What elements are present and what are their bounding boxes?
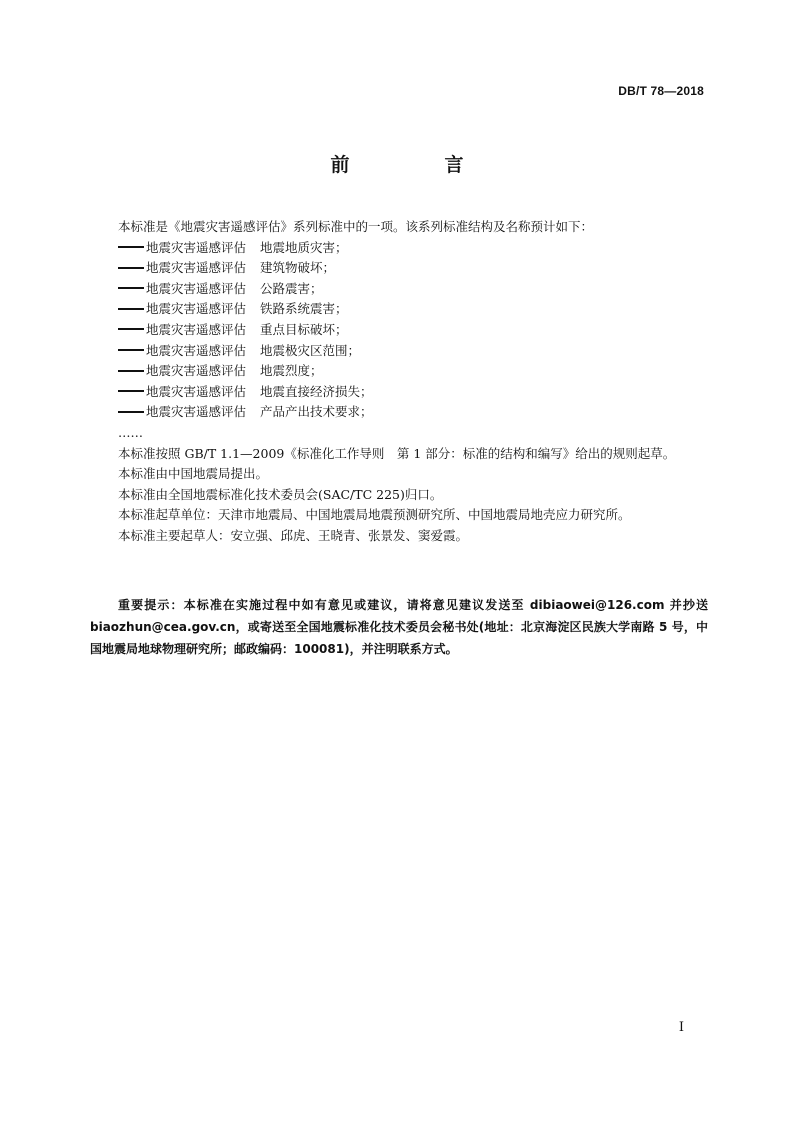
series-part: 公路震害； [260,280,323,296]
em-dash-mark [118,246,144,248]
important-notice: 重要提示：本标准在实施过程中如有意见或建议，请将意见建议发送至 dibiaowei@126.com 并抄送 biaozhun@cea.gov.cn，或寄送至全国地震标准化技术委员会秘书处(地址：北京海淀区民族大学南路 5 号，中国地震局地球物理研究所；邮政编码：100081)，并注明联系方式。 [90,598,708,656]
series-prefix: 地震灾害遥感评估 [146,342,247,358]
series-part: 地震地质灾害； [260,239,348,255]
drafting-units-paragraph: 本标准起草单位：天津市地震局、中国地震局地震预测研究所、中国地震局地壳应力研究所。 [118,507,631,523]
series-prefix: 地震灾害遥感评估 [146,301,247,317]
em-dash-mark [118,370,144,372]
series-ellipsis: …… [118,424,143,440]
series-item [118,382,718,403]
committee-paragraph: 本标准由全国地震标准化技术委员会(SAC/TC 225)归口。 [118,486,443,502]
em-dash-mark [118,390,144,392]
standard-number: DB/T 78—2018 [618,84,704,98]
series-part: 地震烈度； [260,363,323,379]
series-prefix: 地震灾害遥感评估 [146,404,247,420]
em-dash-mark [118,411,144,413]
series-part: 铁路系统震害； [260,301,348,317]
series-part: 地震极灾区范围； [260,342,361,358]
series-item [118,320,718,341]
series-prefix: 地震灾害遥感评估 [146,260,247,276]
series-item [118,258,718,279]
series-prefix: 地震灾害遥感评估 [146,383,247,399]
series-prefix: 地震灾害遥感评估 [146,280,247,296]
series-item [118,341,718,362]
page-title: 前 言 [330,154,502,176]
series-part: 重点目标破坏； [260,321,348,337]
em-dash-mark [118,328,144,330]
em-dash-mark [118,349,144,351]
intro-paragraph: 本标准是《地震灾害遥感评估》系列标准中的一项。该系列标准结构及名称预计如下： [118,219,594,234]
series-prefix: 地震灾害遥感评估 [146,239,247,255]
series-part: 地震直接经济损失； [260,383,373,399]
preface-body [118,217,718,547]
em-dash-mark [118,287,144,289]
series-prefix: 地震灾害遥感评估 [146,321,247,337]
series-prefix: 地震灾害遥感评估 [146,363,247,379]
series-item [118,238,718,259]
drafters-paragraph: 本标准主要起草人：安立强、邱虎、王晓青、张景发、窦爱霞。 [118,527,469,543]
series-item [118,402,718,423]
series-item [118,299,718,320]
em-dash-mark [118,267,144,269]
series-part: 产品产出技术要求； [260,404,373,420]
page-number: I [678,1020,684,1035]
proposer-paragraph: 本标准由中国地震局提出。 [118,466,269,482]
drafting-rules-paragraph: 本标准按照 GB/T 1.1—2009《标准化工作导则 第 1 部分：标准的结构和编写》给出的规则起草。 [118,445,676,461]
em-dash-mark [118,308,144,310]
series-part: 建筑物破坏； [260,260,336,276]
series-item [118,279,718,300]
series-item [118,361,718,382]
